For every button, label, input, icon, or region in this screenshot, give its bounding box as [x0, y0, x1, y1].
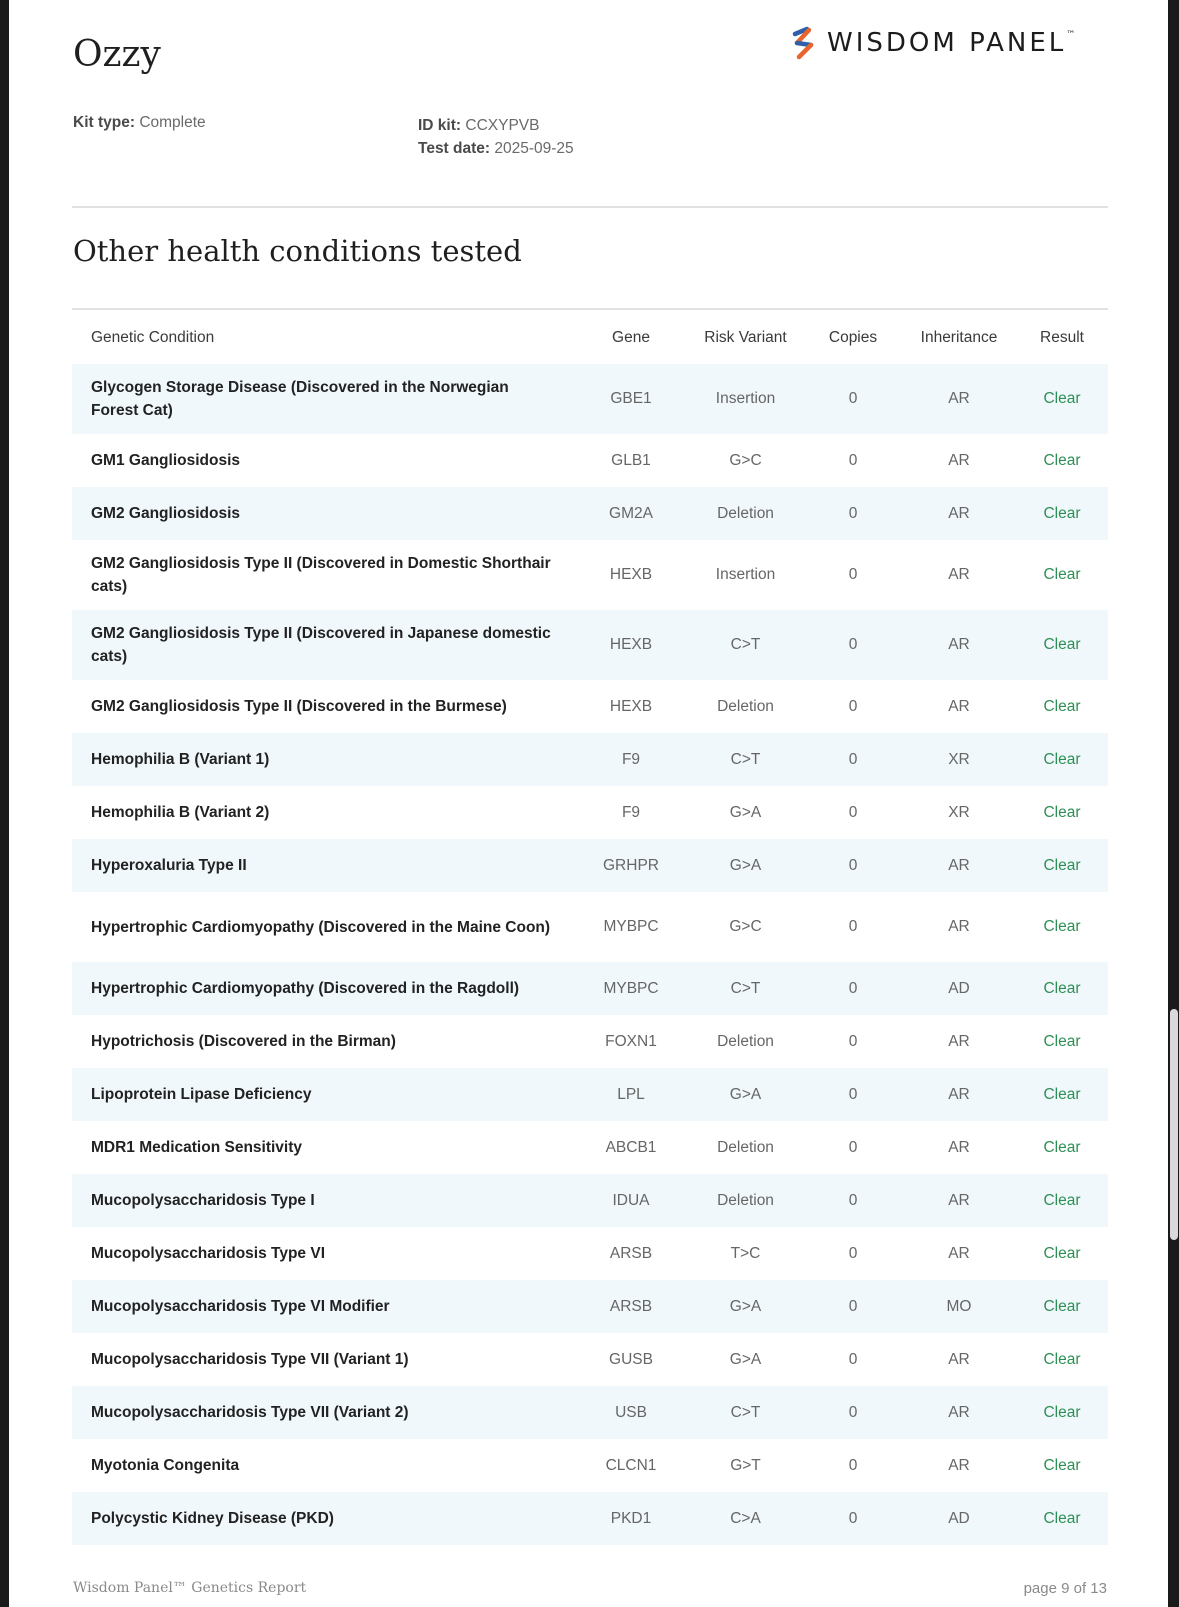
variant-cell: Deletion: [717, 1138, 774, 1156]
header-inheritance: Inheritance: [920, 329, 998, 346]
condition-cell: Mucopolysaccharidosis Type VII (Variant 2): [91, 1404, 409, 1421]
gene-cell: GLB1: [611, 451, 651, 469]
condition-cell: GM2 Gangliosidosis: [91, 505, 240, 522]
variant-cell: C>T: [730, 750, 761, 768]
inheritance-cell: XR: [948, 750, 970, 768]
inheritance-cell: AR: [948, 390, 970, 407]
inheritance-cell: AR: [948, 1244, 970, 1262]
condition-cell: Lipoprotein Lipase Deficiency: [91, 1086, 312, 1103]
copies-cell: 0: [848, 918, 858, 935]
condition-cell: Hemophilia B (Variant 1): [91, 751, 270, 768]
result-cell: Clear: [1043, 390, 1081, 407]
copies-cell: 0: [848, 750, 858, 768]
kit-id: ID kit: CCXYPVB: [418, 117, 540, 134]
result-cell: Clear: [1043, 1138, 1081, 1156]
copies-cell: 0: [848, 1509, 858, 1527]
copies-cell: 0: [848, 1032, 858, 1050]
copies-cell: 0: [848, 1191, 858, 1209]
result-cell: Clear: [1043, 1191, 1081, 1209]
gene-cell: IDUA: [612, 1191, 650, 1209]
result-cell: Clear: [1043, 504, 1081, 522]
table-row: [72, 839, 1108, 892]
wisdom-panel-logo-icon: [791, 26, 817, 60]
variant-cell: G>A: [729, 1350, 762, 1368]
condition-cell: GM2 Gangliosidosis Type II (Discovered in Domestic Shorthair cats): [91, 555, 551, 595]
gene-cell: GRHPR: [603, 856, 659, 874]
gene-cell: HEXB: [609, 566, 653, 583]
scrollbar[interactable]: [1170, 1009, 1178, 1240]
inheritance-cell: AD: [948, 1509, 970, 1527]
result-cell: Clear: [1043, 1350, 1081, 1368]
result-cell: Clear: [1043, 566, 1081, 583]
result-cell: Clear: [1043, 697, 1081, 715]
condition-cell: Mucopolysaccharidosis Type VI: [91, 1245, 326, 1262]
condition-cell: GM1 Gangliosidosis: [91, 452, 240, 469]
condition-cell: Hypotrichosis (Discovered in the Birman): [91, 1033, 396, 1050]
copies-cell: 0: [848, 979, 858, 997]
condition-cell: MDR1 Medication Sensitivity: [91, 1139, 303, 1156]
condition-cell: Mucopolysaccharidosis Type I: [91, 1192, 315, 1209]
gene-cell: MYBPC: [603, 918, 659, 935]
result-cell: Clear: [1043, 636, 1081, 653]
inheritance-cell: AR: [948, 451, 970, 469]
table-row: [72, 1280, 1108, 1333]
variant-cell: Deletion: [717, 1032, 774, 1050]
inheritance-cell: AD: [948, 979, 970, 997]
header-copies: Copies: [828, 329, 878, 346]
table-row: [72, 1492, 1108, 1545]
copies-cell: 0: [848, 1138, 858, 1156]
inheritance-cell: AR: [948, 1456, 970, 1474]
inheritance-cell: AR: [948, 566, 970, 583]
gene-cell: PKD1: [610, 1509, 652, 1527]
result-cell: Clear: [1043, 451, 1081, 469]
inheritance-cell: AR: [948, 1085, 970, 1103]
condition-cell: Hemophilia B (Variant 2): [91, 804, 270, 821]
variant-cell: Deletion: [717, 504, 774, 522]
condition-cell: Polycystic Kidney Disease (PKD): [91, 1510, 334, 1527]
table-row: [72, 487, 1108, 540]
gene-cell: ARSB: [609, 1297, 653, 1315]
variant-cell: G>A: [729, 803, 762, 821]
inheritance-cell: MO: [946, 1297, 972, 1315]
table-row: [72, 364, 1108, 434]
test-date: Test date: 2025-09-25: [418, 140, 574, 157]
variant-cell: G>A: [729, 1297, 762, 1315]
wisdom-panel-logo: [791, 26, 1075, 60]
table-row: [72, 1386, 1108, 1439]
condition-cell: Hypertrophic Cardiomyopathy (Discovered in the Ragdoll): [91, 980, 520, 997]
table-row: [72, 680, 1108, 733]
inheritance-cell: AR: [948, 856, 970, 874]
result-cell: Clear: [1043, 1456, 1081, 1474]
result-cell: Clear: [1043, 1085, 1081, 1103]
copies-cell: 0: [848, 697, 858, 715]
copies-cell: 0: [848, 1244, 858, 1262]
variant-cell: Insertion: [715, 566, 776, 583]
table-row: [72, 733, 1108, 786]
gene-cell: MYBPC: [603, 979, 659, 997]
gene-cell: GBE1: [610, 390, 652, 407]
variant-cell: C>T: [730, 636, 761, 653]
divider: [72, 206, 1108, 208]
table-row: [72, 1227, 1108, 1280]
copies-cell: 0: [848, 390, 858, 407]
condition-cell: Mucopolysaccharidosis Type VII (Variant 1): [91, 1351, 409, 1368]
header-variant: Risk Variant: [704, 329, 787, 346]
variant-cell: G>A: [729, 1085, 762, 1103]
copies-cell: 0: [848, 451, 858, 469]
gene-cell: F9: [621, 750, 641, 768]
variant-cell: G>T: [730, 1456, 761, 1474]
page-number: page 9 of 13: [1023, 1580, 1107, 1597]
header-condition: Genetic Condition: [91, 329, 215, 346]
result-cell: Clear: [1043, 1297, 1081, 1315]
result-cell: Clear: [1043, 918, 1081, 935]
result-cell: Clear: [1043, 803, 1081, 821]
table-row: [72, 1015, 1108, 1068]
gene-cell: USB: [615, 1403, 647, 1421]
copies-cell: 0: [848, 1456, 858, 1474]
gene-cell: HEXB: [609, 636, 653, 653]
copies-cell: 0: [848, 803, 858, 821]
condition-cell: GM2 Gangliosidosis Type II (Discovered in the Burmese): [91, 698, 507, 715]
gene-cell: LPL: [617, 1085, 645, 1103]
variant-cell: Insertion: [715, 390, 776, 407]
result-cell: Clear: [1043, 1032, 1081, 1050]
table-row: [72, 540, 1108, 610]
divider: [72, 308, 1108, 310]
copies-cell: 0: [848, 504, 858, 522]
condition-cell: Hyperoxaluria Type II: [91, 857, 247, 874]
variant-cell: C>T: [730, 1403, 761, 1421]
table-header: [72, 312, 1108, 364]
inheritance-cell: AR: [948, 1191, 970, 1209]
gene-cell: GUSB: [609, 1350, 653, 1368]
condition-cell: Hypertrophic Cardiomyopathy (Discovered in the Maine Coon): [91, 918, 551, 936]
gene-cell: GM2A: [609, 504, 653, 522]
inheritance-cell: AR: [948, 1350, 970, 1368]
inheritance-cell: AR: [948, 1403, 970, 1421]
variant-cell: Deletion: [717, 1191, 774, 1209]
gene-cell: FOXN1: [605, 1032, 657, 1050]
result-cell: Clear: [1043, 750, 1081, 768]
brand-name: WISDOM PANEL™: [827, 28, 1076, 58]
copies-cell: 0: [848, 1403, 858, 1421]
copies-cell: 0: [848, 636, 858, 653]
result-cell: Clear: [1043, 979, 1081, 997]
inheritance-cell: AR: [948, 504, 970, 522]
gene-cell: HEXB: [609, 697, 653, 715]
copies-cell: 0: [848, 1350, 858, 1368]
variant-cell: G>C: [729, 451, 762, 469]
table-row: [72, 610, 1108, 680]
variant-cell: Deletion: [717, 697, 774, 715]
kit-type: Kit type: Complete: [73, 114, 206, 131]
gene-cell: ARSB: [609, 1244, 653, 1262]
inheritance-cell: AR: [948, 697, 970, 715]
table-row: [72, 1174, 1108, 1227]
table-row: [72, 1333, 1108, 1386]
variant-cell: C>T: [730, 979, 761, 997]
variant-cell: T>C: [730, 1244, 761, 1262]
result-cell: Clear: [1043, 1244, 1081, 1262]
inheritance-cell: XR: [948, 803, 970, 821]
gene-cell: F9: [621, 803, 641, 821]
pet-name: Ozzy: [73, 34, 161, 75]
condition-cell: Myotonia Congenita: [91, 1457, 240, 1474]
table-row: [72, 962, 1108, 1015]
result-cell: Clear: [1043, 856, 1081, 874]
header-gene: Gene: [612, 329, 650, 346]
section-title: Other health conditions tested: [73, 234, 522, 268]
condition-cell: Glycogen Storage Disease (Discovered in the Norwegian Forest Cat): [91, 379, 509, 419]
table-row: [72, 892, 1108, 962]
gene-cell: ABCB1: [605, 1138, 657, 1156]
table-row: [72, 1439, 1108, 1492]
inheritance-cell: AR: [948, 1138, 970, 1156]
inheritance-cell: AR: [948, 636, 970, 653]
report-page: [9, 0, 1168, 1607]
header-result: Result: [1040, 329, 1084, 346]
gene-cell: CLCN1: [605, 1456, 657, 1474]
copies-cell: 0: [848, 1085, 858, 1103]
result-cell: Clear: [1043, 1403, 1081, 1421]
table-row: [72, 1121, 1108, 1174]
condition-cell: GM2 Gangliosidosis Type II (Discovered in Japanese domestic cats): [91, 625, 551, 665]
variant-cell: C>A: [730, 1509, 761, 1527]
kit-id-block: [418, 114, 574, 160]
conditions-table: [72, 312, 1108, 1545]
variant-cell: G>A: [729, 856, 762, 874]
inheritance-cell: AR: [948, 918, 970, 935]
condition-cell: Mucopolysaccharidosis Type VI Modifier: [91, 1298, 390, 1315]
inheritance-cell: AR: [948, 1032, 970, 1050]
footer-report-title: Wisdom Panel™ Genetics Report: [73, 1580, 307, 1596]
copies-cell: 0: [848, 1297, 858, 1315]
table-row: [72, 434, 1108, 487]
table-row: [72, 1068, 1108, 1121]
copies-cell: 0: [848, 566, 858, 583]
copies-cell: 0: [848, 856, 858, 874]
table-row: [72, 786, 1108, 839]
result-cell: Clear: [1043, 1509, 1081, 1527]
variant-cell: G>C: [729, 918, 762, 935]
